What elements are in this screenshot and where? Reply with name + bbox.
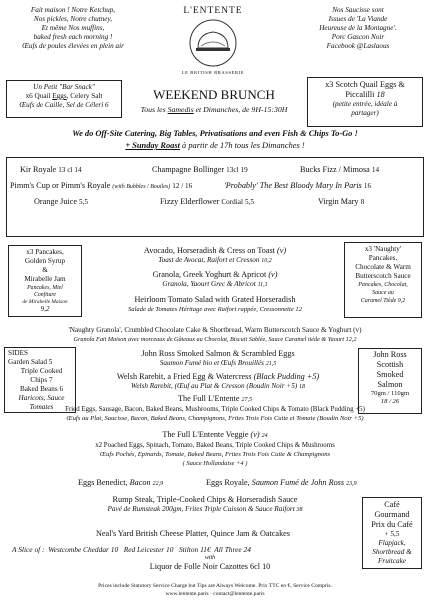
logo-tagline: LE BRITISH BRASSERIE: [181, 70, 245, 75]
menu-item-title: [100, 394, 330, 405]
drink-item: [160, 197, 254, 207]
cafe-gourmand-box: [362, 497, 422, 569]
naughty-pancakes-line: Chocolate & Warm: [355, 263, 411, 271]
drink-name: The Best Bloody Mary In Paris: [259, 181, 362, 190]
menu-item-fr-text: Toast de Avocat, Raifort et Cresson: [158, 256, 260, 264]
cafe-price: + 5,5: [384, 530, 400, 538]
menu-item-fr: Œufs au Plat, Saucisse, Bacon, Baked Beans, Champignons, Frites Trois Fois Cuite et Tomate (Boudin Noir +5): [66, 415, 364, 422]
cafe-line: Fruitcake: [378, 557, 406, 565]
bar-snack-fr: [7, 101, 121, 110]
footer: [0, 582, 430, 598]
intro-note: [2, 6, 144, 51]
naughty-granola-name: 'Naughty Granola', Crumbled Chocolate Cake & Shortbread, Warm Butterscotch Sauce & Yoghurt (v): [68, 326, 362, 334]
cheese-price: 10: [166, 545, 174, 554]
pancakes-box: [8, 245, 82, 317]
naughty-pancakes-line: x3 'Naughty': [364, 245, 402, 253]
bar-snack-fr-text: Œufs de Caille, Sel de Céleri: [19, 101, 104, 109]
intro-line: baked fresh each morning !: [33, 33, 113, 41]
pancakes-line: Golden Syrup: [24, 257, 66, 265]
roast-detail: à partir de 17h tous les Dimanches !: [179, 141, 305, 150]
menu-item-fr-text: Welsh Rarebit, (Œuf au Plat & Cresson (Boudin Noir +5): [131, 382, 298, 390]
logo-emblem-icon: [188, 18, 238, 68]
pancakes-line: x3 Pancakes,: [26, 248, 64, 256]
cheese-name: Stilton: [178, 545, 199, 554]
logo-name: L'ENTENTE: [183, 6, 243, 16]
full-english-desc: [4, 405, 426, 423]
menu-item: [92, 246, 338, 266]
salmon-line: Scottish: [376, 360, 404, 369]
drink-size: 13cl: [226, 166, 239, 174]
menu-item-price: 24: [261, 433, 268, 439]
naughty-pancakes-fr-price: [345, 297, 421, 305]
liquor-name: Liquor de Folle Noir Cazottes 6cl: [149, 562, 261, 571]
menu-item-name: The Full L'Entente Veggie: [162, 430, 249, 439]
veggie-desc: [20, 441, 410, 468]
menu-item-fr: [80, 382, 356, 392]
hours-saturday: Samedis: [167, 105, 194, 114]
sausage-line: Porc Gascon Noir: [331, 33, 385, 41]
bar-snack-box: [6, 80, 122, 118]
side-item: Garden Salad 5: [8, 358, 53, 366]
menu-item-price: 21,5: [265, 361, 277, 367]
sunday-roast: [10, 141, 420, 151]
roast-title: + Sunday Roast: [125, 141, 180, 150]
drink-price: 16: [363, 182, 372, 190]
cafe-line: Gourmand: [374, 510, 410, 519]
menu-item-title: [80, 372, 356, 382]
drink-pimms: [10, 181, 192, 192]
side-item: Baked Beans 6: [19, 385, 64, 393]
menu-item-name: Granola, Greek Yoghurt & Apricot: [152, 270, 267, 279]
veg-marker: (v): [276, 246, 287, 255]
naughty-granola-price: 12,2: [345, 336, 357, 343]
menu-item-price: 38: [296, 507, 303, 513]
menu-item-fr: [92, 280, 338, 290]
intro-line: Et même Nos muffins,: [41, 24, 105, 32]
drink-price: 5,5: [245, 198, 254, 206]
pancakes-price: 9,2: [40, 305, 50, 313]
drink-item: [34, 197, 88, 207]
sausage-note: [288, 6, 428, 51]
drink-name: Pimm's Cup or Pimm's Royale: [10, 181, 111, 190]
hours-pre: Tous les: [140, 105, 168, 114]
menu-item-fr-text: Pavé de Rumsteak 200gm, Frites Triple Cuisson & Sauce Raifort: [107, 505, 295, 513]
bloody-mary-pre: 'Probably': [224, 181, 258, 190]
cheese-price: 24: [243, 545, 251, 554]
cheese-title: Neal's Yard British Cheese Platter, Quince Jam & Oatcakes: [96, 529, 290, 538]
sausage-line: Facebook @Laslaous: [326, 42, 390, 50]
drink-price: 8: [360, 198, 365, 206]
menu-item-name: John Ross Smoked Salmon & Scrambled Eggs: [141, 349, 295, 358]
drink-price: 14: [371, 166, 380, 174]
intro-line: Œufs de poules élevées en plein air: [22, 42, 124, 50]
drink-item: [152, 165, 248, 175]
menu-item-fr: [60, 505, 350, 515]
drink-item: [318, 197, 364, 207]
cheese-name: All Three: [214, 545, 242, 554]
drink-name: Virgin Mary: [318, 197, 359, 206]
bar-snack-line: [7, 92, 121, 101]
opening-hours: [120, 105, 308, 115]
cheese-with: with: [204, 555, 216, 561]
sausage-line: Nos Saucisse sont: [332, 6, 384, 14]
bar-snack-salt: , Celery Salt: [66, 92, 103, 100]
cheese-price: 11€: [200, 545, 211, 554]
salmon-line: Smoked: [376, 370, 404, 379]
menu-item: [206, 478, 357, 489]
menu-item-title: [92, 246, 338, 256]
veg-marker: (v): [250, 430, 260, 439]
catering-note: We do Off-Site Catering, Big Tables, Privatisations and even Fish & Chips To-Go !: [72, 129, 358, 138]
bar-snack-price: 6: [105, 101, 109, 109]
drink-name: Orange Juice: [34, 197, 77, 206]
menu-item-fr: Œufs Pochés, Epinards, Tomate, Baked Beans, Frites Trois Fois Cuite & Champignons: [99, 451, 331, 458]
menu-item-name: Welsh Rarebit, a Fried Egg & Watercress: [116, 372, 252, 381]
drink-size: Cordial: [221, 198, 243, 206]
scotch-eggs-note: (petite entrée, idéale à: [332, 100, 398, 108]
sausage-line: Heureuse de la Montagne'.: [319, 24, 397, 32]
menu-item-fr: [82, 305, 348, 314]
menu-item: [80, 349, 356, 369]
drink-name: Champagne Bollinger: [152, 165, 225, 174]
pancakes-line: Mirabelle Jam: [24, 275, 66, 283]
menu-item-price: 10,2: [261, 258, 272, 264]
drink-price: 12 / 16: [172, 182, 193, 190]
scotch-eggs-line2: [308, 90, 422, 100]
scotch-eggs-box: [307, 77, 423, 127]
veg-marker: (v): [268, 270, 278, 279]
salmon-line: Salmon: [377, 380, 403, 389]
naughty-pancakes-fr: Sauce au: [372, 290, 394, 296]
menu-item-desc: x2 Poached Eggs, Spinach, Tomato, Baked Beans, Triple Cooked Chips & Mushrooms: [95, 442, 335, 449]
cafe-line: Café: [384, 500, 400, 509]
drink-name: Bucks Fizz / Mimosa: [300, 165, 370, 174]
bar-snack-qty: x6 Quail: [25, 92, 53, 100]
footer-service-note: Prices include Statutory Service Charge but Tips are Always Welcome. Prix TTC en €, Service Compris.: [98, 583, 332, 589]
hours-post: et Dimanches, de 9H-15:30H: [193, 105, 288, 114]
drink-price: 5,5: [79, 198, 88, 206]
cafe-line: Prix du Café: [371, 520, 413, 529]
menu-item-price: 18: [298, 384, 305, 390]
logo: [172, 6, 254, 82]
naughty-pancakes-line: Pancakes,: [368, 254, 398, 262]
menu-item-fr: Saumon Fumé de John Ross: [251, 478, 345, 487]
naughty-granola: [4, 326, 426, 344]
menu-item-fr: [92, 256, 338, 266]
drink-name: Kir Royale: [20, 165, 57, 174]
menu-item: [60, 495, 350, 515]
salmon-line: John Ross: [373, 350, 407, 359]
cafe-line: Shortbread &: [372, 548, 412, 556]
menu-item-name: Eggs Royale,: [206, 478, 250, 487]
footer-contact: www.lentente.paris · contact@lentente.paris: [165, 591, 265, 597]
menu-item-title: [92, 270, 338, 280]
menu-item-fr: [80, 359, 356, 369]
drink-size: 13 cl: [58, 166, 73, 174]
cheese-slice-label: A Slice of :: [12, 545, 45, 554]
sides-title: SIDES: [8, 349, 28, 357]
naughty-pancakes-box: [344, 242, 422, 318]
sausage-line: Issues de 'La Viande: [328, 15, 388, 23]
menu-item: [92, 270, 338, 290]
scotch-eggs-price: 18: [376, 90, 385, 99]
page-title: WEEKEND BRUNCH: [153, 87, 275, 102]
scotch-eggs-note: partager): [351, 109, 379, 117]
cheese-price: 10: [110, 545, 119, 554]
sides-box: [4, 347, 76, 413]
cheese-name: Red Leicester: [123, 545, 165, 554]
bar-snack-eggs: Eggs: [52, 92, 67, 100]
pancakes-fr: Confiture: [33, 292, 56, 298]
drink-price: 14: [74, 166, 82, 174]
menu-item-fr-text: Salade de Tomates Héritage avec Raifort rappée, Cressonnette: [127, 306, 294, 313]
drink-item: [20, 165, 82, 175]
naughty-pancakes-fr: Pancakes, Chocolat,: [358, 282, 408, 288]
side-item-fr: Haricots, Sauce: [18, 394, 65, 402]
pancakes-line: &: [42, 266, 48, 274]
pancakes-fr: Pancakes, Miel: [27, 285, 63, 291]
side-item: Chips 7: [30, 376, 53, 384]
menu-item-desc: Fried Eggs, Sausage, Bacon, Baked Beans, Mushrooms, Triple Cooked Chips & Tomato (Black Pudding +5): [65, 406, 365, 413]
pancakes-fr: de Mirabelle Maison: [22, 299, 68, 305]
naughty-granola-fr-text: Granola Fait Maison avec morceaux de Gâteaux au Chocolat, Biscuit Sablée, Sauce Caramel tiéde & Yaourt: [73, 336, 345, 343]
drink-name: Fizzy Elderflower: [160, 197, 220, 206]
naughty-pancakes-price: 9,2: [397, 298, 406, 304]
menu-item-price: 12: [295, 306, 303, 313]
menu-item-price: 11,1: [257, 282, 268, 288]
menu-item-fr: Bacon: [129, 478, 151, 487]
menu-item-name: Heirloom Tomato Salad with Grated Horseradish: [134, 295, 296, 304]
menu-item-name: Avocado, Horseradish & Cress on Toast: [143, 246, 275, 255]
salmon-weights: 70gm / 110gm: [370, 390, 410, 397]
menu-item-price: 23,9: [346, 481, 357, 487]
side-item: Triple Cooked: [20, 367, 63, 375]
drink-bloody-mary: [224, 181, 371, 191]
cafe-line: Flapjack,: [378, 539, 406, 547]
scotch-eggs-piccalilli: Piccalilli: [345, 90, 375, 99]
menu-item-option: ( Sauce Hollandaise +4 ): [182, 460, 248, 467]
bar-snack-title: Un Petit "Bar Snack": [33, 83, 95, 91]
cheese-name: Westcombe Cheddar: [48, 545, 109, 554]
naughty-pancakes-fr: Caramel Tiède: [360, 298, 397, 304]
drink-price: 19: [240, 166, 248, 174]
drink-item: [300, 165, 379, 175]
menu-item-option: (Black Pudding +5): [253, 372, 320, 381]
menu-item: [80, 372, 356, 392]
salmon-prices: 18 / 26: [380, 398, 400, 405]
menu-item-price: 27,5: [241, 397, 253, 403]
naughty-granola-fr: [4, 335, 426, 344]
menu-item: [82, 295, 348, 314]
naughty-pancakes-line: Butterscotch Sauce: [355, 272, 411, 280]
intro-line: Fait maison ! Notre Ketchup,: [30, 6, 116, 14]
menu-item-name: The Full L'Entente: [177, 394, 240, 403]
scotch-eggs-name: x3 Scotch Quail Eggs &: [325, 80, 405, 89]
cheese-liquor: [60, 562, 360, 572]
menu-item-name: Rump Steak, Triple-Cooked Chips & Horseradish Sauce: [112, 495, 298, 504]
drink-note: (with Bubbles / Bouiles): [112, 184, 171, 190]
cheese-options: [12, 545, 360, 555]
menu-item-title: [100, 430, 330, 441]
menu-item-price: 22,9: [152, 481, 164, 487]
intro-line: Nos pickles, Notre chutney,: [33, 15, 113, 23]
menu-item: [78, 478, 163, 489]
menu-item-name: Eggs Benedict,: [78, 478, 128, 487]
side-item-fr: Tomates: [29, 403, 54, 411]
liquor-price: 10: [262, 562, 271, 571]
menu-item-fr-text: Saumon Fumé bio et Œufs Brouillés: [159, 359, 264, 367]
menu-item-fr-text: Granola, Yaourt Grec & Abricot: [162, 280, 256, 288]
